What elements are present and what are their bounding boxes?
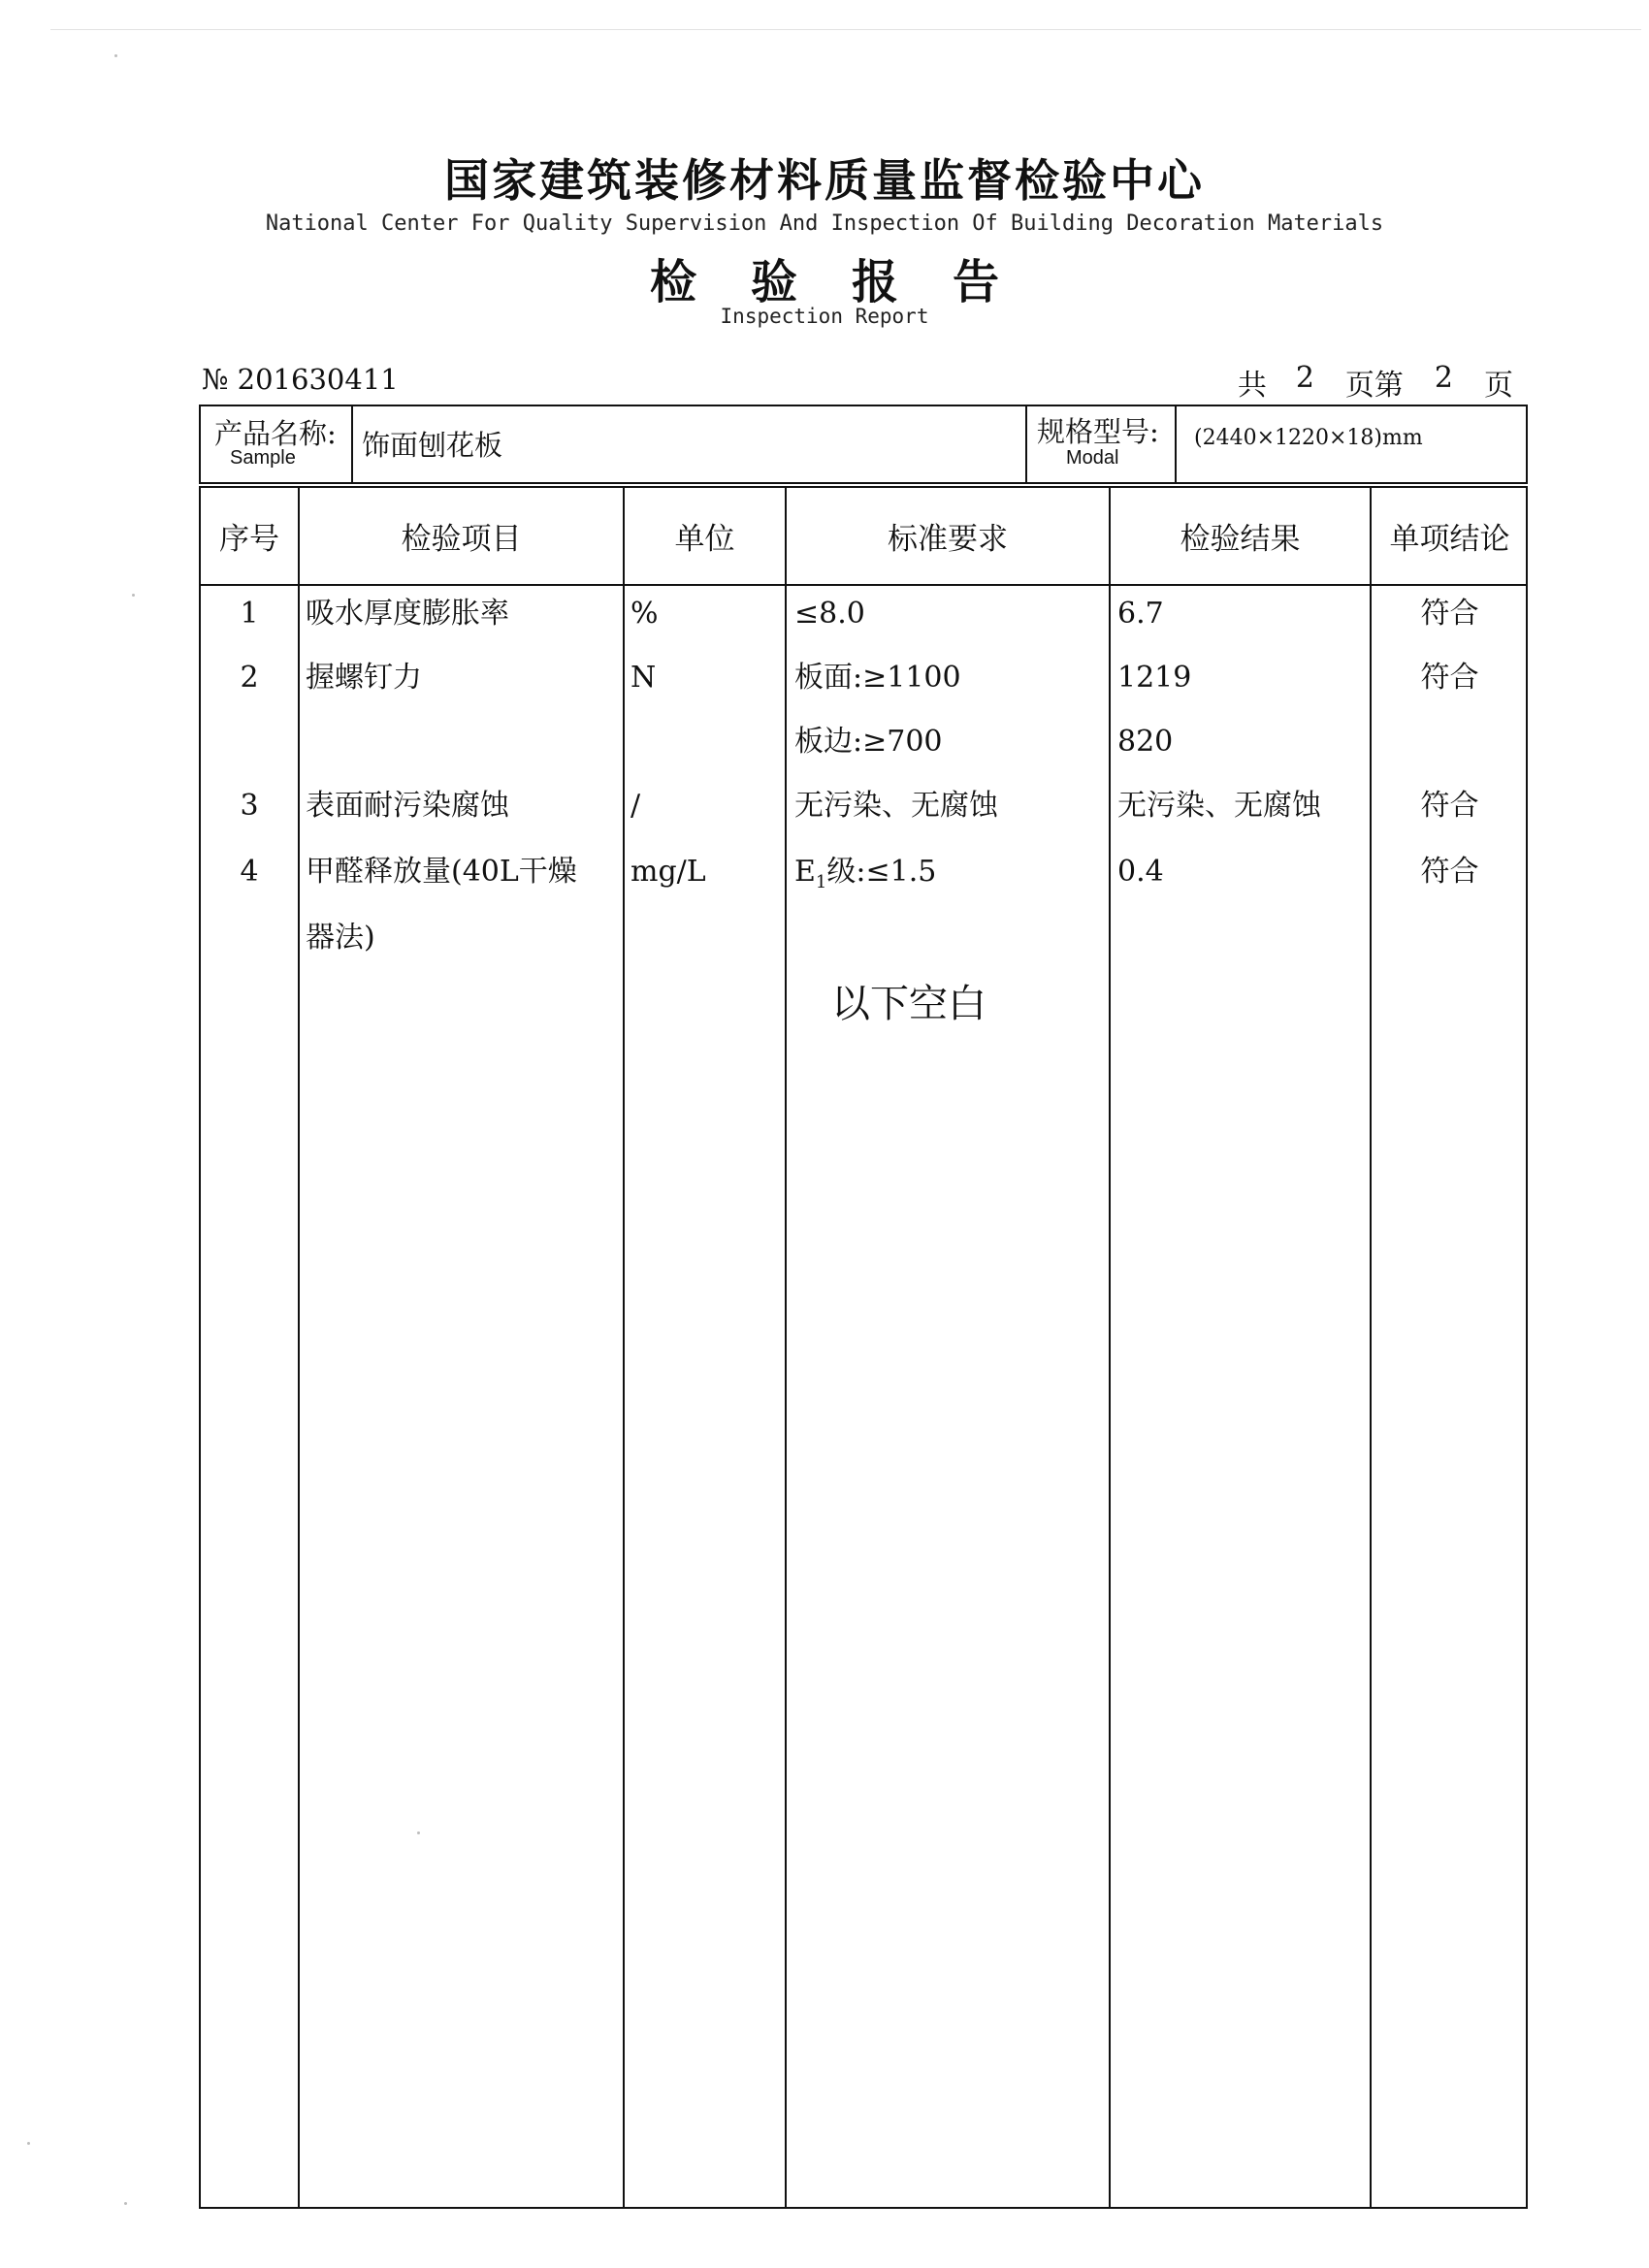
row-standard-sub: 1: [815, 872, 827, 892]
organization-name-en: National Center For Quality Supervision And Inspection Of Building Decoration Materials: [265, 211, 1384, 236]
inspection-table: [199, 486, 1528, 2209]
scan-speck: [132, 594, 135, 597]
col-header-item: 检验项目: [401, 522, 522, 557]
col-header-conclusion: 单项结论: [1389, 522, 1510, 557]
row-unit: mg/L: [630, 855, 706, 889]
organization-name-cn: 国家建筑装修材料质量监督检验中心: [444, 154, 1205, 207]
row-conclusion: 符合: [1420, 597, 1479, 631]
pager-total-label: 共: [1237, 369, 1267, 403]
row-result: 无污染、无腐蚀: [1117, 789, 1321, 823]
divider: [1025, 406, 1027, 482]
report-number: № 201630411: [202, 363, 399, 396]
sample-label-cn: 产品名称:: [214, 417, 337, 450]
model-label-cn: 规格型号:: [1037, 415, 1159, 448]
row-item: 握螺钉力: [306, 661, 422, 695]
report-title-cn: 检验报告: [649, 255, 1053, 309]
row-conclusion: 符合: [1420, 661, 1479, 695]
sample-name: 饰面刨花板: [362, 429, 503, 462]
pager-total: 2: [1295, 361, 1314, 395]
row-unit: N: [630, 661, 657, 695]
pager-page-label: 页第: [1344, 369, 1404, 403]
row-unit: %: [630, 597, 659, 631]
model-value: (2440×1220×18)mm: [1194, 426, 1423, 450]
row-result: 1219: [1117, 661, 1192, 695]
row-item-continued: 器法): [306, 921, 375, 955]
row-standard: 无污染、无腐蚀: [794, 789, 998, 823]
column-divider: [623, 488, 625, 2207]
row-standard-prefix: E: [794, 855, 816, 889]
divider: [1175, 406, 1177, 482]
row-item: 表面耐污染腐蚀: [306, 789, 509, 823]
blank-below-note: 以下空白: [831, 982, 986, 1026]
row-standard: [794, 840, 936, 915]
pager-page-end: 页: [1484, 369, 1513, 403]
row-item: 吸水厚度膨胀率: [306, 597, 509, 631]
row-conclusion: 符合: [1420, 855, 1479, 889]
sample-info-box: [199, 405, 1528, 484]
col-header-standard: 标准要求: [888, 522, 1008, 557]
column-divider: [785, 1024, 787, 2209]
scan-edge-line: [50, 29, 1641, 30]
row-no: 1: [240, 597, 259, 631]
row-conclusion: 符合: [1420, 789, 1479, 823]
scan-speck: [124, 2202, 127, 2205]
column-divider: [1109, 488, 1111, 2207]
column-divider: [1370, 488, 1372, 2207]
col-header-result: 检验结果: [1180, 522, 1301, 557]
row-no: 4: [240, 855, 259, 889]
model-label-en: Modal: [1066, 447, 1119, 469]
row-unit: /: [630, 789, 641, 823]
row-result: 820: [1117, 725, 1174, 759]
row-standard: 板边:≥700: [794, 725, 943, 759]
col-header-unit: 单位: [674, 522, 735, 557]
scan-speck: [114, 54, 117, 57]
scan-speck: [27, 2142, 30, 2145]
row-no: 3: [240, 789, 259, 823]
col-header-no: 序号: [219, 522, 279, 557]
column-divider: [298, 488, 300, 2207]
row-result: 0.4: [1117, 855, 1164, 889]
sample-label-en: Sample: [230, 447, 296, 469]
pager-page: 2: [1434, 361, 1453, 395]
row-standard: ≤8.0: [794, 597, 865, 631]
divider: [351, 406, 353, 482]
report-title-en: Inspection Report: [720, 305, 929, 328]
row-no: 2: [240, 661, 259, 695]
row-item: 甲醛释放量(40L干燥: [306, 855, 577, 889]
page-indicator: [1238, 361, 1513, 404]
row-standard: 板面:≥1100: [794, 661, 961, 695]
row-result: 6.7: [1117, 597, 1164, 631]
row-standard-value: 级:≤1.5: [826, 855, 937, 889]
